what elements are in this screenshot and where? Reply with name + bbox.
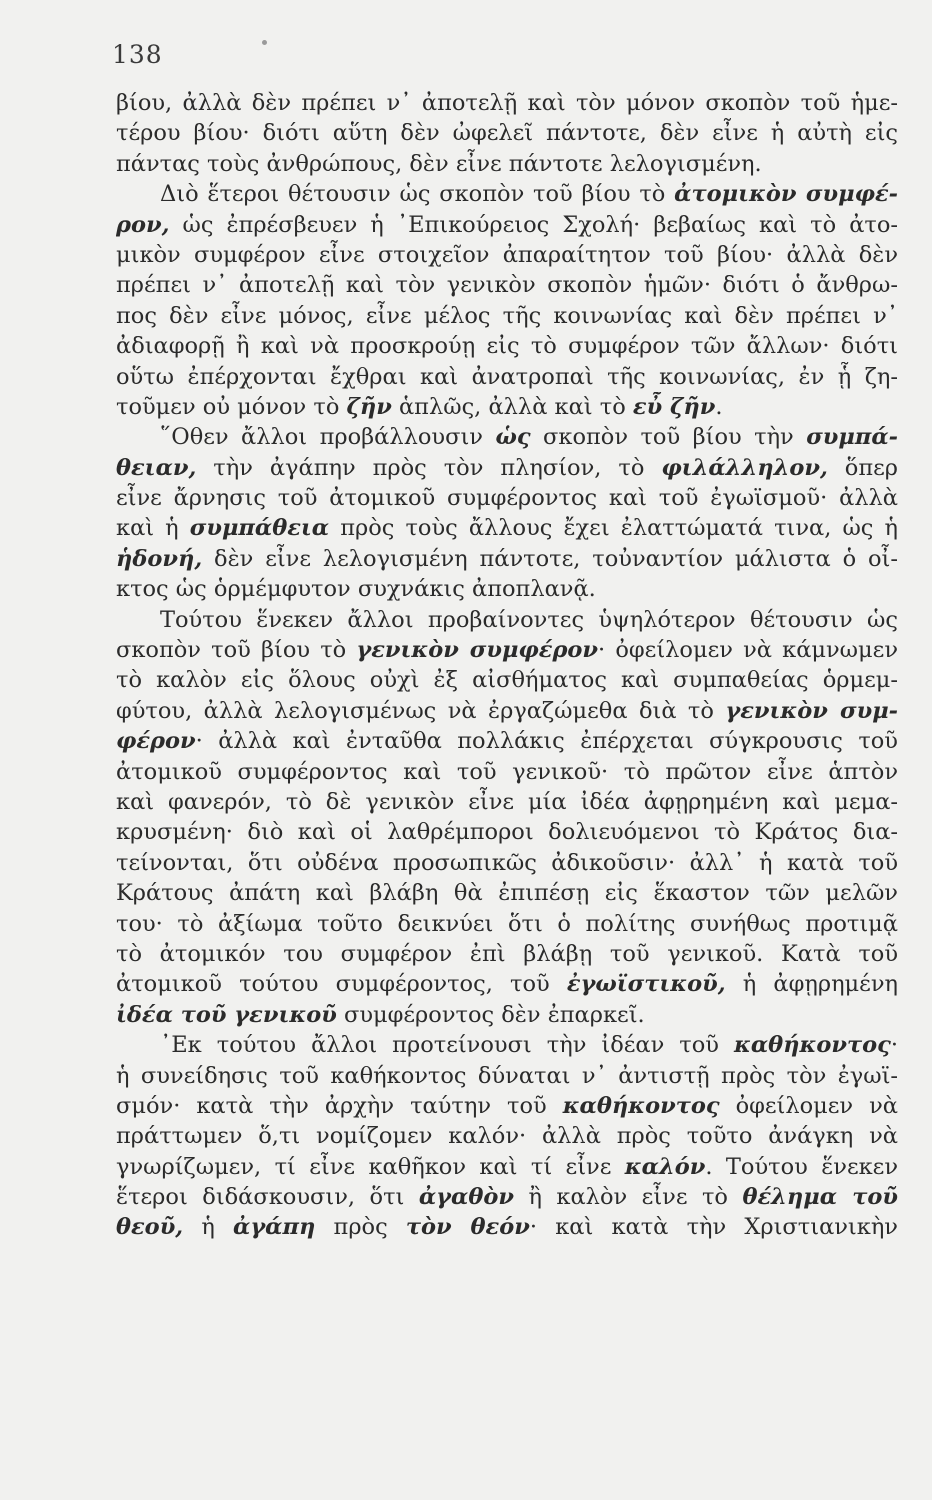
emphasis-term: ἡδονή, xyxy=(116,545,203,572)
emphasis-term: καλόν xyxy=(624,1153,706,1180)
text-line xyxy=(116,422,898,452)
text-line xyxy=(116,331,898,361)
text-segment: ἀτομικοῦ συμφέροντος καὶ τοῦ γενικοῦ· τὸ πρῶτον εἶνε ἁπτὸν xyxy=(116,758,898,785)
text-segment: πος δὲν εἶνε μόνος, εἶνε μέλος τῆς κοινωνίας καὶ δὲν πρέπει ν᾽ xyxy=(116,302,898,329)
emphasis-term: θειαν, xyxy=(116,454,197,481)
emphasis-term: θεοῦ, xyxy=(116,1214,184,1241)
emphasis-term: συμπά- xyxy=(806,424,898,451)
text-line xyxy=(116,1121,898,1151)
text-segment: · xyxy=(890,1032,898,1059)
text-line xyxy=(116,88,898,118)
emphasis-term: εὖ ζῆν xyxy=(632,393,716,420)
text-segment: · ὀφείλομεν νὰ κάμνωμεν xyxy=(598,637,898,664)
text-line xyxy=(116,362,898,392)
ink-speck xyxy=(262,40,267,45)
text-segment: βίου, ἀλλὰ δὲν πρέπει ν᾽ ἀποτελῇ καὶ τὸν μόνον σκοπὸν τοῦ ἡμε- xyxy=(116,90,898,116)
text-line xyxy=(116,301,898,331)
text-segment: Κράτους ἀπάτη καὶ βλάβη θὰ ἐπιπέσῃ εἰς ἕκαστον τῶν μελῶν xyxy=(116,880,898,907)
text-line xyxy=(116,1061,898,1091)
text-segment: σκοπὸν τοῦ βίου τὴν xyxy=(530,424,807,451)
text-segment: Τούτου ἕνεκεν ἄλλοι προβαίνοντες ὑψηλότερον θέτουσιν ὡς xyxy=(160,606,898,633)
emphasis-term: ζῆν xyxy=(346,393,392,420)
text-segment: συμφέροντος δὲν ἐπαρκεῖ. xyxy=(336,1001,645,1028)
text-line xyxy=(116,574,898,604)
text-line xyxy=(116,179,898,209)
text-segment: · καὶ κατὰ τὴν Χριστιανικὴν xyxy=(529,1214,898,1241)
text-line xyxy=(116,817,898,847)
text-line xyxy=(116,939,898,969)
text-line xyxy=(116,969,898,999)
emphasis-term: τὸν θεόν xyxy=(405,1214,530,1241)
text-segment: τέρου βίου· διότι αὕτη δὲν ὠφελεῖ πάντοτε, δὲν εἶνε ἡ αὐτὴ εἰς xyxy=(116,120,898,147)
text-segment: ἢ καλὸν εἶνε τὸ xyxy=(513,1184,743,1211)
text-line xyxy=(116,787,898,817)
text-segment: τὸ καλὸν εἰς ὅλους οὐχὶ ἐξ αἰσθήματος καὶ συμπαθείας ὁρμεμ- xyxy=(116,667,898,694)
text-segment: ἕτεροι διδάσκουσιν, ὅτι xyxy=(116,1184,419,1211)
text-segment: ἡ συνείδησις τοῦ καθήκοντος δύναται ν᾽ ἀντιστῇ πρὸς τὸν ἐγωϊ- xyxy=(116,1062,898,1089)
text-line xyxy=(116,1182,898,1212)
text-segment: πράττωμεν ὅ,τι νομίζομεν καλόν· ἀλλὰ πρὸς τοῦτο ἀνάγκη νὰ xyxy=(116,1123,898,1150)
text-segment: καὶ φανερόν, τὸ δὲ γενικὸν εἶνε μία ἰδέα ἀφῃρημένη καὶ μεμα- xyxy=(116,788,898,815)
text-segment: πάντας τοὺς ἀνθρώπους, δὲν εἶνε πάντοτε λελογισμένη. xyxy=(116,150,762,177)
text-line xyxy=(116,483,898,513)
text-segment: πρὸς xyxy=(315,1214,406,1241)
text-line xyxy=(116,544,898,574)
text-line xyxy=(116,392,898,422)
text-line xyxy=(116,240,898,270)
text-segment: πρὸς τοὺς ἄλλους ἔχει ἐλαττώματά τινα, ὡς ἡ xyxy=(329,515,898,542)
text-line xyxy=(116,1091,898,1121)
emphasis-term: συμπάθεια xyxy=(189,515,330,542)
text-segment: ἡ ἀφῃρημένη xyxy=(725,971,898,998)
emphasis-term: καθήκοντος xyxy=(562,1092,720,1119)
emphasis-term: φιλάλληλον, xyxy=(661,454,828,481)
text-line xyxy=(116,270,898,300)
emphasis-term: ρον, xyxy=(116,211,170,238)
text-line xyxy=(116,726,898,756)
text-segment: ἁπλῶς, ἀλλὰ καὶ τὸ xyxy=(391,393,633,420)
emphasis-term: ἰδέα τοῦ γενικοῦ xyxy=(116,1001,337,1028)
text-segment: ᾿Εκ τούτου ἄλλοι προτείνουσι τὴν ἰδέαν τοῦ xyxy=(160,1032,734,1059)
text-line xyxy=(116,149,898,179)
text-line xyxy=(116,848,898,878)
text-segment: τὴν ἀγάπην πρὸς τὸν πλησίον, τὸ xyxy=(196,454,662,481)
emphasis-term: θέλημα τοῦ xyxy=(742,1184,898,1211)
text-segment: οὕτω ἐπέρχονται ἔχθραι καὶ ἀνατροπαὶ τῆς κοινωνίας, ἐν ᾗ ζη- xyxy=(116,363,898,390)
emphasis-term: γενικὸν συμ- xyxy=(725,697,898,724)
text-segment: Διὸ ἕτεροι θέτουσιν ὡς σκοπὸν τοῦ βίου τὸ xyxy=(160,181,675,208)
text-line xyxy=(116,878,898,908)
text-line xyxy=(116,635,898,665)
text-line xyxy=(116,909,898,939)
text-line xyxy=(116,118,898,148)
text-segment: φύτου, ἀλλὰ λελογισμένως νὰ ἐργαζώμεθα διὰ τὸ xyxy=(116,697,726,724)
text-segment: πρέπει ν᾽ ἀποτελῇ καὶ τὸν γενικὸν σκοπὸν ἡμῶν· διότι ὁ ἄνθρω- xyxy=(116,272,898,299)
text-line xyxy=(116,453,898,483)
text-segment: κτος ὡς ὁρμέμφυτον συχνάκις ἀποπλανᾷ. xyxy=(116,576,596,603)
text-segment: ῞Οθεν ἄλλοι προβάλλουσιν xyxy=(160,424,496,451)
text-segment: ἡ xyxy=(183,1214,234,1241)
text-segment: τοῦμεν οὐ μόνον τὸ xyxy=(116,393,347,420)
text-segment: μικὸν συμφέρον εἶνε στοιχεῖον ἀπαραίτητον τοῦ βίου· ἀλλὰ δὲν xyxy=(116,241,898,268)
emphasis-term: ὡς xyxy=(495,424,531,451)
text-segment: · ἀλλὰ καὶ ἐνταῦθα πολλάκις ἐπέρχεται σύγκρουσις τοῦ xyxy=(195,728,898,755)
text-line xyxy=(116,1212,898,1242)
emphasis-term: ἀγαθὸν xyxy=(418,1184,514,1211)
text-line xyxy=(116,1000,898,1030)
text-line xyxy=(116,1152,898,1182)
text-line xyxy=(116,757,898,787)
emphasis-term: καθήκοντος xyxy=(733,1032,891,1059)
text-segment: ἀτομικοῦ τούτου συμφέροντος, τοῦ xyxy=(116,971,567,998)
text-line xyxy=(116,605,898,635)
text-segment: κρυσμένη· διὸ καὶ οἱ λαθρέμποροι δολιευόμενοι τὸ Κράτος δια- xyxy=(116,819,898,846)
text-segment: ὅπερ xyxy=(827,454,898,481)
text-segment: ἀδιαφορῇ ἢ καὶ νὰ προσκρούῃ εἰς τὸ συμφέρον τῶν ἄλλων· διότι xyxy=(116,333,898,360)
text-segment: καὶ ἡ xyxy=(116,515,190,542)
text-segment: γνωρίζωμεν, τί εἶνε καθῆκον καὶ τί εἶνε xyxy=(116,1153,625,1180)
body-text xyxy=(116,88,898,1243)
text-segment: εἶνε ἄρνησις τοῦ ἀτομικοῦ συμφέροντος καὶ τοῦ ἐγωϊσμοῦ· ἀλλὰ xyxy=(116,485,898,512)
text-segment: ὀφείλομεν νὰ xyxy=(719,1092,898,1119)
text-segment: . xyxy=(715,393,723,420)
text-segment: τὸ ἀτομικόν του συμφέρον ἐπὶ βλάβῃ τοῦ γενικοῦ. Κατὰ τοῦ xyxy=(116,940,898,967)
text-line xyxy=(116,665,898,695)
text-segment: . Τούτου ἕνεκεν xyxy=(705,1153,898,1180)
text-segment: σμόν· κατὰ τὴν ἀρχὴν ταύτην τοῦ xyxy=(116,1092,563,1119)
emphasis-term: φέρον xyxy=(116,728,196,755)
emphasis-term: ἀτομικὸν συμφέ- xyxy=(674,181,898,208)
text-line xyxy=(116,513,898,543)
page-number: 138 xyxy=(112,40,163,69)
text-segment: του· τὸ ἀξίωμα τοῦτο δεικνύει ὅτι ὁ πολίτης συνήθως προτιμᾷ xyxy=(116,910,898,937)
text-line xyxy=(116,1030,898,1060)
text-line xyxy=(116,696,898,726)
text-segment: σκοπὸν τοῦ βίου τὸ xyxy=(116,637,357,664)
text-segment: ὡς ἐπρέσβευεν ἡ ᾿Επικούρειος Σχολή· βεβαίως καὶ τὸ ἀτο- xyxy=(169,211,898,238)
emphasis-term: ἀγάπη xyxy=(233,1214,316,1241)
text-line xyxy=(116,210,898,240)
emphasis-term: γενικὸν συμφέρον xyxy=(356,637,599,664)
emphasis-term: ἐγωϊστικοῦ, xyxy=(566,971,726,998)
text-segment: τείνονται, ὅτι οὐδένα προσωπικῶς ἀδικοῦσιν· ἀλλ᾽ ἡ κατὰ τοῦ xyxy=(116,849,898,876)
text-segment: δὲν εἶνε λελογισμένη πάντοτε, τοὐναντίον μάλιστα ὁ οἶ- xyxy=(202,545,898,572)
